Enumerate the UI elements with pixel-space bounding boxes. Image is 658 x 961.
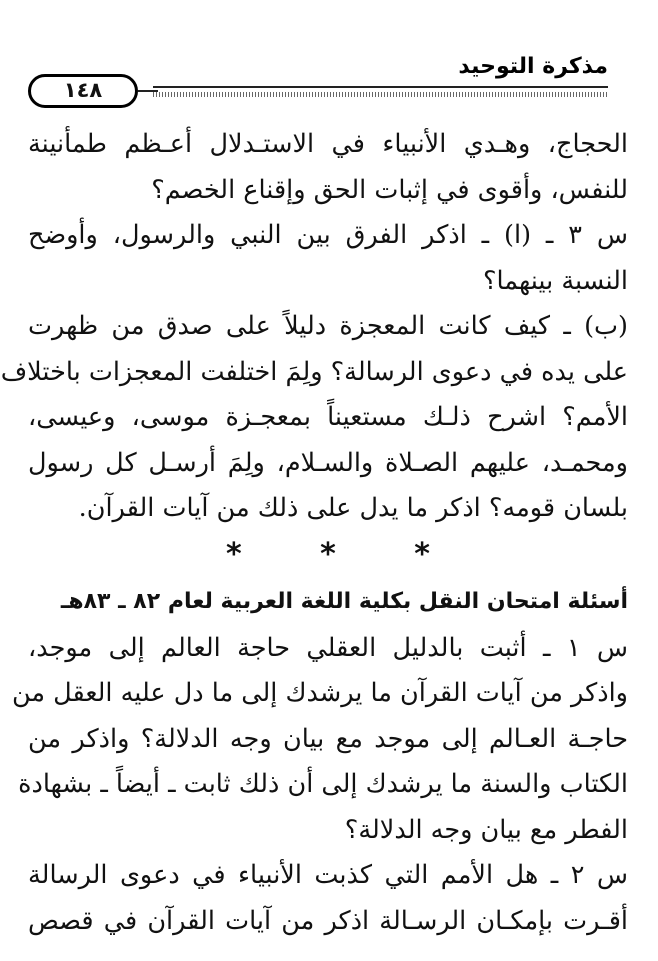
question-3a (28, 213, 628, 304)
text-line: ومحمـد، عليهم الصـلاة والسـلام، ولِمَ أرسـل كل رسول (28, 447, 628, 478)
page-number-badge: ١٤٨ (28, 74, 138, 108)
text-line: الفطر مع بيان وجه الدلالة؟ (344, 814, 628, 845)
text-line: للنفس، وأقوى في إثبات الحق وإقناع الخصم؟ (151, 174, 628, 205)
text-line: بلسان قومه؟ اذكر ما يدل على ذلك من آيات القرآن. (78, 493, 628, 523)
running-header (28, 52, 608, 112)
text-line: الحجاج، وهـدي الأنبياء في الاستـدلال أعـظم طمأنينة (28, 129, 628, 159)
text-line: الأمم؟ اشرح ذلـك مستعيناً بمعجـزة موسى، وعيسى، (28, 402, 628, 432)
page-body (0, 122, 629, 944)
header-dotted-rule (153, 92, 608, 97)
text-line: س ٣ ـ (ا) ـ اذكر الفرق بين النبي والرسول، وأوضح (28, 220, 629, 250)
header-rule-left (138, 90, 158, 92)
section-separator: * * * (226, 536, 464, 572)
text-line: س ١ ـ أثبت بالدليل العقلي حاجة العالم إلى موجد، (28, 632, 629, 663)
text-line: الكتاب والسنة ما يرشدك إلى أن ذلك ثابت ـ أيضاً ـ بشهادة (18, 769, 628, 799)
question-3b (0, 304, 628, 532)
book-title: مذكرة التوحيد (458, 54, 608, 79)
question-1 (11, 626, 629, 854)
question-2 (28, 853, 628, 944)
section-heading: أسئلة امتحان النقل بكلية اللغة العربية لعام ٨٢ ـ ٨٣هـ (60, 588, 628, 614)
text-line: س ٢ ـ هل الأمم التي كذبت الأنبياء في دعوى الرسالة (28, 860, 629, 890)
text-line: على يده في دعوى الرسالة؟ ولِمَ اختلفت المعجزات باختلاف (0, 356, 628, 387)
text-line: أقـرت بإمكـان الرسـالة اذكر من آيات القرآن في قصص (28, 905, 628, 936)
header-rule (153, 86, 608, 88)
text-line: واذكر من آيات القرآن ما يرشدك إلى ما دل عليه العقل من (11, 678, 628, 708)
text-line: (ب) ـ كيف كانت المعجزة دليلاً على صدق من ظهرت (28, 311, 628, 341)
text-line: النسبة بينهما؟ (482, 265, 628, 296)
text-line: حاجـة العـالم إلى موجد مع بيان وجه الدلالة؟ واذكر من (28, 723, 628, 754)
paragraph-continuation (28, 122, 628, 213)
